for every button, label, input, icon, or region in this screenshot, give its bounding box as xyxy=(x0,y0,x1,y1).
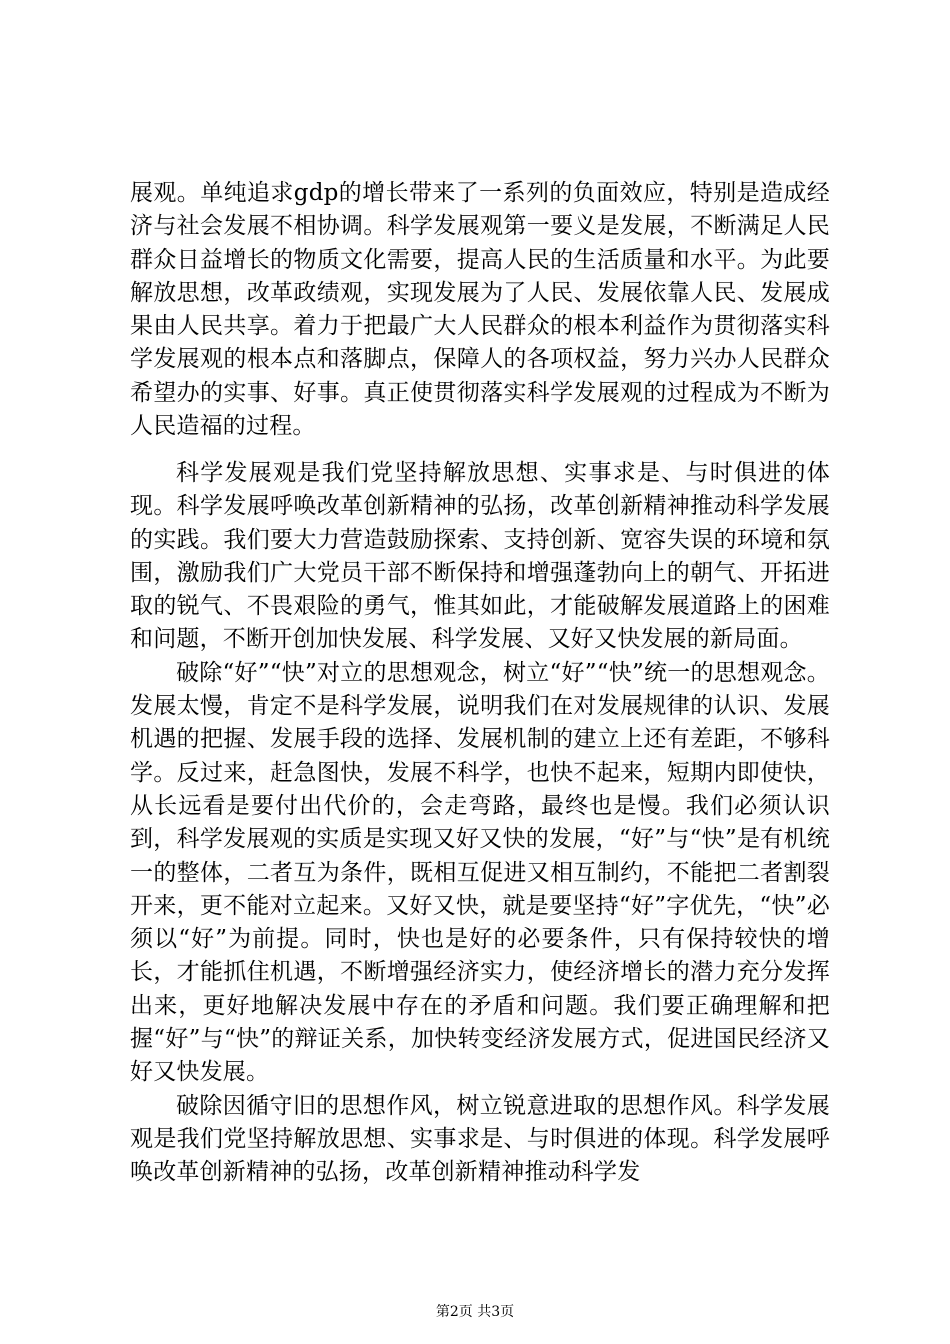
paragraph: 展观。单纯追求gdp的增长带来了一系列的负面效应，特别是造成经济与社会发展不相协调。科学发展观第一要义是发展，不断满足人民群众日益增长的物质文化需要，提高人民的生活质量和水平。为此要解放思想，改革政绩观，实现发展为了人民、发展依靠人民、发展成果由人民共享。着力于把最广大人民群众的根本利益作为贯彻落实科学发展观的根本点和落脚点，保障人的各项权益，努力兴办人民群众希望办的实事、好事。真正使贯彻落实科学发展观的过程成为不断为人民造福的过程。 xyxy=(130,180,830,440)
paragraph: 破除因循守旧的思想作风，树立锐意进取的思想作风。科学发展观是我们党坚持解放思想、实事求是、与时俱进的体现。科学发展呼唤改革创新精神的弘扬，改革创新精神推动科学发 xyxy=(130,1092,830,1186)
paragraph: 破除“好”“快”对立的思想观念，树立“好”“快”统一的思想观念。发展太慢，肯定不是科学发展，说明我们在对发展规律的认识、发展机遇的把握、发展手段的选择、发展机制的建立上还有差距，不够科学。反过来，赶急图快，发展不科学，也快不起来，短期内即使快，从长远看是要付出代价的，会走弯路，最终也是慢。我们必须认识到，科学发展观的实质是实现又好又快的发展，“好”与“快”是有机统一的整体，二者互为条件，既相互促进又相互制约，不能把二者割裂开来，更不能对立起来。又好又快，就是要坚持“好”字优先，“快”必须以“好”为前提。同时，快也是好的必要条件，只有保持较快的增长，才能抓住机遇，不断增强经济实力，使经济增长的潜力充分发挥出来，更好地解决发展中存在的矛盾和问题。我们要正确理解和把握“好”与“快”的辩证关系，加快转变经济发展方式，促进国民经济又好又快发展。 xyxy=(130,659,830,1086)
paragraph: 科学发展观是我们党坚持解放思想、实事求是、与时俱进的体现。科学发展呼唤改革创新精神的弘扬，改革创新精神推动科学发展的实践。我们要大力营造鼓励探索、支持创新、宽容失误的环境和氛围，激励我们广大党员干部不断保持和增强蓬勃向上的朝气、开拓进取的锐气、不畏艰险的勇气，惟其如此，才能破解发展道路上的困难和问题，不断开创加快发展、科学发展、又好又快发展的新局面。 xyxy=(130,460,830,653)
text-block-main xyxy=(130,457,830,1190)
page-number: 第2页 共3页 xyxy=(435,1304,515,1320)
page-footer xyxy=(0,1303,950,1321)
text-block-top xyxy=(130,177,830,443)
